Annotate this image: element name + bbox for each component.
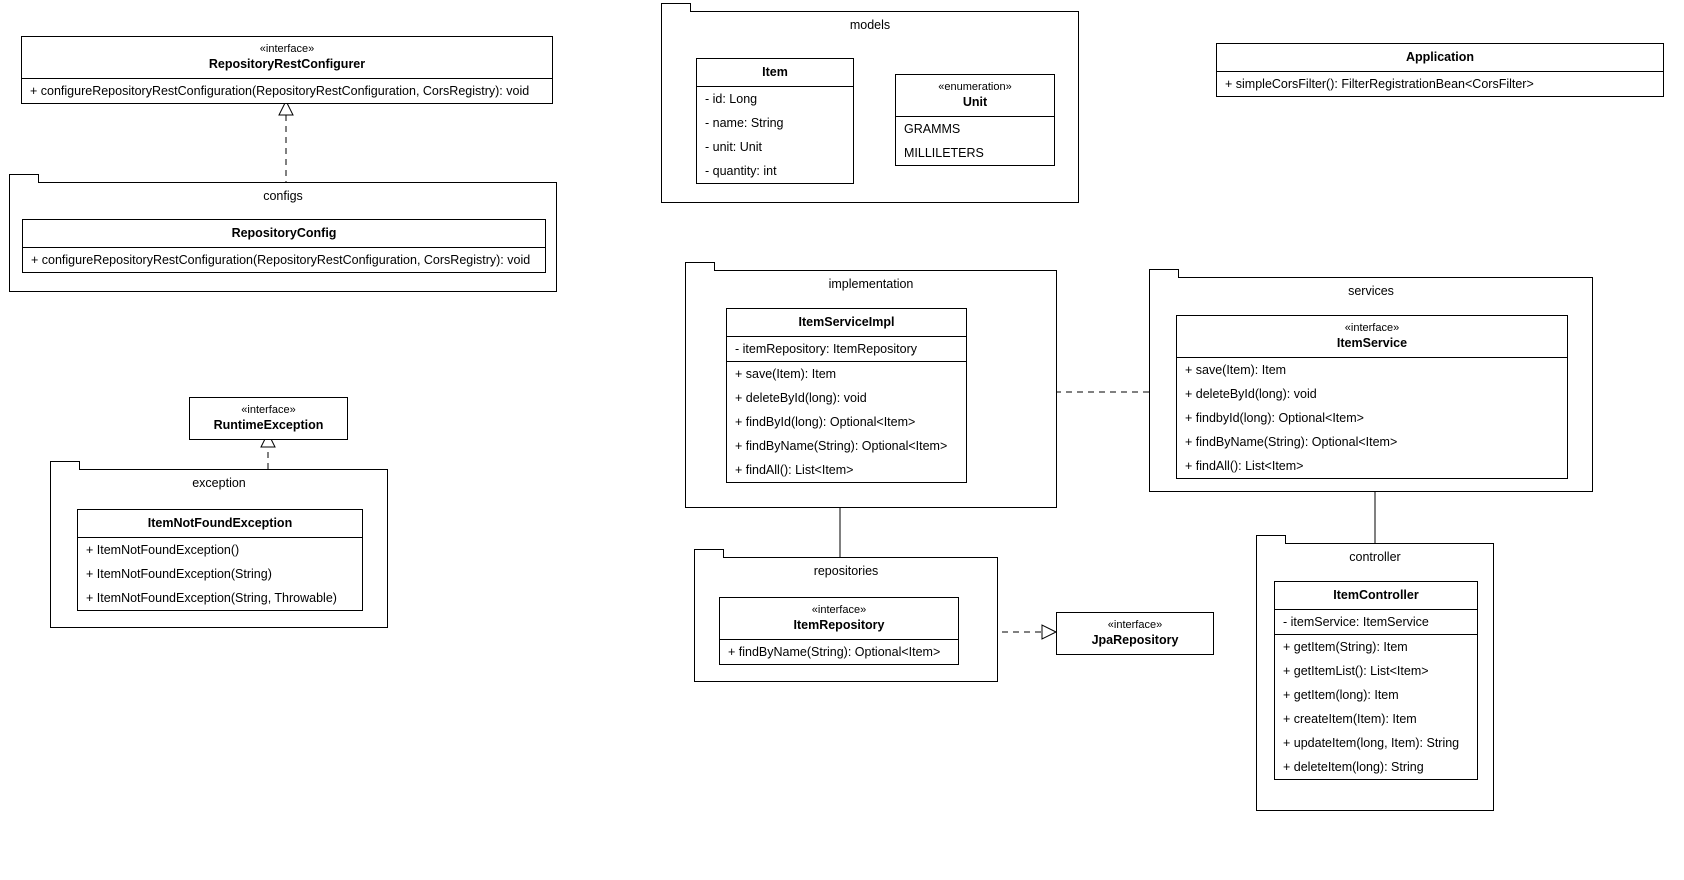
method-row: + deleteById(long): void: [1185, 387, 1317, 401]
class-methods: [1217, 72, 1663, 96]
class-title: RepositoryConfig: [231, 226, 337, 240]
class-itemservice[interactable]: [1176, 315, 1568, 479]
package-tab: [661, 3, 691, 12]
class-header: [1177, 316, 1567, 358]
package-tab: [1149, 269, 1179, 278]
method-row: + ItemNotFoundException(String, Throwable): [86, 591, 337, 605]
package-tab: [685, 262, 715, 271]
class-itemserviceimpl[interactable]: [726, 308, 967, 483]
class-title: ItemRepository: [793, 618, 885, 632]
class-methods: [727, 361, 966, 482]
method-row: + getItem(String): Item: [1283, 640, 1408, 654]
class-methods: [78, 538, 362, 610]
attribute-row: - id: Long: [705, 92, 758, 106]
method-row: + findByName(String): Optional<Item>: [728, 645, 941, 659]
method-row: + createItem(Item): Item: [1283, 712, 1417, 726]
class-title: ItemServiceImpl: [798, 315, 895, 329]
package-label: models: [849, 18, 891, 32]
class-repositoryrestconfigurer[interactable]: [21, 36, 553, 104]
method-row: + findAll(): List<Item>: [1185, 459, 1304, 473]
enum-values: [896, 117, 1054, 165]
class-title: RepositoryRestConfigurer: [208, 57, 366, 71]
class-header: [78, 510, 362, 538]
attribute-row: - name: String: [705, 116, 784, 130]
class-header: [1217, 44, 1663, 72]
class-header: [1057, 613, 1213, 654]
class-header: [697, 59, 853, 87]
class-stereotype: «interface»: [241, 404, 296, 416]
attribute-row: - quantity: int: [705, 164, 777, 178]
class-title: Unit: [962, 95, 988, 109]
method-row: + findByName(String): Optional<Item>: [1185, 435, 1398, 449]
class-attributes: [727, 337, 966, 361]
package-tab: [9, 174, 39, 183]
class-methods: [720, 640, 958, 664]
class-title: ItemService: [1336, 336, 1408, 350]
attribute-row: - itemService: ItemService: [1283, 615, 1429, 629]
class-stereotype: «enumeration»: [938, 81, 1012, 93]
method-row: + deleteById(long): void: [735, 391, 867, 405]
class-header: [720, 598, 958, 640]
package-tab: [694, 549, 724, 558]
class-attributes: [1275, 610, 1477, 634]
package-repositories: [694, 557, 998, 682]
package-label: implementation: [828, 277, 914, 291]
class-title: JpaRepository: [1091, 633, 1179, 647]
package-tab: [50, 461, 80, 470]
class-header: [896, 75, 1054, 117]
class-jparepository[interactable]: [1056, 612, 1214, 655]
class-title: ItemNotFoundException: [147, 516, 293, 530]
class-runtimeexception[interactable]: [189, 397, 348, 440]
class-itemnotfoundexception[interactable]: [77, 509, 363, 611]
package-configs: [9, 182, 557, 292]
class-methods: [1275, 634, 1477, 779]
package-tab: [1256, 535, 1286, 544]
class-stereotype: «interface»: [259, 43, 315, 55]
class-title: Application: [1405, 50, 1475, 64]
method-row: + findByName(String): Optional<Item>: [735, 439, 948, 453]
class-stereotype: «interface»: [1107, 619, 1163, 631]
method-row: + ItemNotFoundException(String): [86, 567, 272, 581]
method-row: + save(Item): Item: [1185, 363, 1287, 377]
package-label: controller: [1349, 550, 1401, 564]
method-row: + configureRepositoryRestConfiguration(RepositoryRestConfiguration, CorsRegistry): void: [31, 253, 531, 267]
class-itemrepository[interactable]: [719, 597, 959, 665]
package-label: configs: [263, 189, 303, 203]
class-application[interactable]: [1216, 43, 1664, 97]
package-label: services: [1348, 284, 1394, 298]
package-controller: [1256, 543, 1494, 811]
method-row: + configureRepositoryRestConfiguration(RepositoryRestConfiguration, CorsRegistry): void: [30, 84, 530, 98]
package-exception: [50, 469, 388, 628]
class-stereotype: «interface»: [1344, 322, 1400, 334]
class-stereotype: «interface»: [811, 604, 867, 616]
class-header: [190, 398, 347, 439]
class-attributes: [697, 87, 853, 183]
class-title: RuntimeException: [213, 418, 324, 432]
method-row: + getItemList(): List<Item>: [1283, 664, 1429, 678]
package-services: [1149, 277, 1593, 492]
package-models: [661, 11, 1079, 203]
method-row: + simpleCorsFilter(): FilterRegistrationBean<CorsFilter>: [1225, 77, 1534, 91]
class-header: [22, 37, 552, 79]
arrowhead-realization-jparepository: [1042, 625, 1056, 639]
package-label: exception: [192, 476, 246, 490]
class-title: ItemController: [1333, 588, 1419, 602]
attribute-row: - itemRepository: ItemRepository: [735, 342, 918, 356]
class-header: [23, 220, 545, 248]
method-row: + ItemNotFoundException(): [86, 543, 240, 557]
package-implementation: [685, 270, 1057, 508]
class-itemcontroller[interactable]: [1274, 581, 1478, 780]
attribute-row: - unit: Unit: [705, 140, 762, 154]
enum-row: MILLILETERS: [904, 146, 984, 160]
enum-row: GRAMMS: [904, 122, 961, 136]
package-label: repositories: [813, 564, 879, 578]
method-row: + findById(long): Optional<Item>: [735, 415, 916, 429]
method-row: + getItem(long): Item: [1283, 688, 1399, 702]
class-item[interactable]: [696, 58, 854, 184]
class-header: [1275, 582, 1477, 610]
class-unit[interactable]: [895, 74, 1055, 166]
method-row: + save(Item): Item: [735, 367, 837, 381]
method-row: + deleteItem(long): String: [1283, 760, 1424, 774]
class-methods: [23, 248, 545, 272]
class-header: [727, 309, 966, 337]
method-row: + updateItem(long, Item): String: [1283, 736, 1460, 750]
class-methods: [22, 79, 552, 103]
class-methods: [1177, 358, 1567, 478]
class-repositoryconfig[interactable]: [22, 219, 546, 273]
method-row: + findAll(): List<Item>: [735, 463, 854, 477]
class-title: Item: [762, 65, 788, 79]
method-row: + findbyId(long): Optional<Item>: [1185, 411, 1364, 425]
